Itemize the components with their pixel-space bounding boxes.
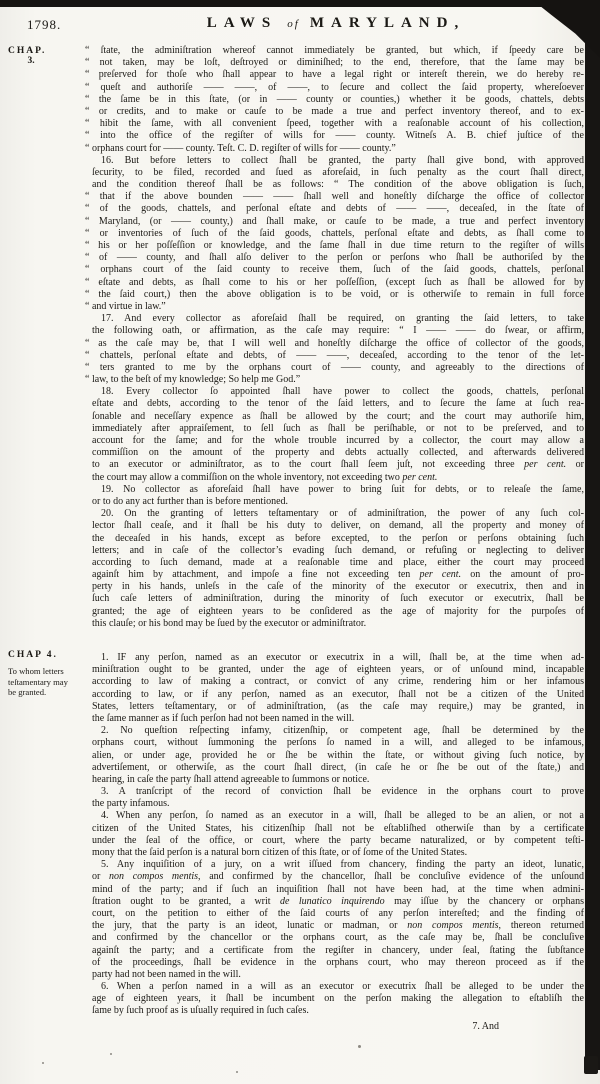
text-line: “ that if the above bounden —— —— ſhall well and honeſtly diſcharge the office of collector [85, 191, 584, 203]
text-line: ſtration ought to be granted, a writ de lunatico inquirendo may iſſue by the chancery or orphans [92, 895, 584, 907]
ink-speck [358, 1045, 361, 1048]
text-line: and the condition thereof ſhall be as follows: “ The condition of the above obligation is ſuch, [92, 179, 584, 191]
text-line: 20. On the granting of letters teſtamentary or of adminiſtration, the power of any ſuch col- [101, 508, 584, 520]
text-line: “ ſtate, the adminiſtration whereof cannot immediately be granted, but which, if ſpeedy care be [85, 45, 584, 56]
scan-edge-right [585, 0, 600, 1070]
text-line: “ of the goods, chattels, and perſonal eſtate and debts of —— ——, deceaſed, in the ſtate of [85, 203, 584, 215]
text-line: according to law of making a contract, or convict of any crime, rendering him or her infamous [92, 676, 584, 688]
text-line: “ as the caſe may be, that I will well and honeſtly diſcharge the office of collector of the goods, [85, 337, 584, 349]
section-17 [85, 313, 584, 386]
text-line: “ orphans court of the ſaid county to receive them, ſuch of the ſaid goods, chattels, perſonal [85, 264, 584, 276]
text-line: or non compos mentis, and confirmed by the chancellor, ſhall be concluſive evidence of the unſound [92, 871, 584, 883]
text-line: 4. When any perſon, ſo named as an executor in a will, ſhall be alleged to be an alien, or not a [101, 810, 584, 822]
text-line: againſt him by attachment, and impoſe a fine not exceeding ten per cent. on the amount of pro- [92, 569, 584, 581]
text-line: “ of —— county, and ſhall alſo deliver to the perſon or perſons who ſhall be authoriſed by the [85, 252, 584, 264]
text-line: 5. Any inquiſition of a jury, on a writ iſſued from chancery, finding the party an ideot, lunatic, [101, 859, 584, 871]
text-line: “ eſtate and debts, as ſhall come to his or her poſſeſſion, (except ſuch as ſhall be allowed for by [85, 276, 584, 288]
ink-speck [236, 1071, 238, 1073]
ink-speck [42, 1062, 44, 1064]
text-line: 1. IF any perſon, named as an executor or executrix in a will, ſhall be, at the time when ad- [101, 652, 584, 663]
catchword: 7. And [472, 1020, 499, 1032]
text-line: 6. When a perſon named in a will as an executor or executrix ſhall be alleged to be under the [101, 981, 584, 993]
text-line: alien, or under age, provided he or ſhe be within the ſtate, or without giving ſuch notice, by [92, 749, 584, 761]
text-line: under the ſeal of the office, or court, where the party became naturalized, or by competent teſti- [92, 834, 584, 846]
text-line: ſonable and neceſſary expence as ſhall be allowed by the court; and the court may authoriſe him, [92, 410, 584, 422]
margin-note-chap3 [8, 46, 88, 66]
chap4-note: To whom letters teſtamentary may be granted. [8, 666, 68, 697]
text-line: account for the ſame; and for the whole trouble incurred by a collector, the court may allow a [92, 435, 584, 446]
text-line: miniſtration ought to be granted, under the age of eighteen years, or of unſound mind, incapable [92, 664, 584, 676]
chap4-section-3 [92, 786, 584, 810]
text-line: citizen of the United States, his citizenſhip ſhall not be eſtabliſhed otherwiſe than by a certificate [92, 822, 584, 834]
text-line: the court may allow a commiſſion on the whole inventory, not exceeding two per cent. [92, 471, 438, 483]
text-line: lector ſhall ceaſe, and it ſhall be his duty to deliver, on demand, all the property and money of [92, 520, 584, 532]
text-line: 18. Every collector ſo appointed ſhall have power to collect the goods, chattels, perſonal [101, 386, 584, 398]
section-20 [92, 508, 584, 630]
text-line: age of eighteen years, it ſhall be incumbent on the perſon making the allegation to eſtabliſh the [92, 993, 584, 1005]
text-line: and confirmed by the chancellor or the orphans court, as the caſe may be, ſhall be concluſive [92, 932, 584, 944]
text-line: mony that the ſaid perſon is a natural born citizen of this ſtate, or of ſome of the United States. [92, 847, 468, 858]
text-column [85, 45, 584, 1033]
title-laws: LAWS [206, 15, 278, 31]
ink-speck [110, 1053, 112, 1055]
text-line: to an executor or adminiſtrator, as to the court ſhall ſeem juſt, not exceeding three per cent. or [92, 459, 584, 471]
scan-edge-top [0, 0, 600, 7]
chap4-section-1 [92, 652, 584, 725]
text-line: the deceaſed in his hands, except as before excepted, to the perſon or perſons obtaining ſuch [92, 532, 584, 544]
text-line: “ not taken, may be loſt, deſtroyed or diminiſhed; to the end, therefore, that the ſame may be [85, 57, 584, 69]
text-line: mind of the party; and if ſuch an inquiſition ſhall not have been had, at the time when admini- [92, 883, 584, 895]
text-line: ſame by ſuch proof as is uſually required in ſuch caſes. [92, 1005, 309, 1017]
chap4-section-4 [92, 810, 584, 859]
page-year: 1798. [27, 17, 62, 32]
title-of: of [287, 18, 300, 30]
text-line: hearing, in caſe the party ſhall attend agreeable to ſummons or notice. [92, 773, 370, 785]
chap3-number: 3. [27, 56, 35, 66]
text-line: 2. No queſtion reſpecting infamy, citizenſhip, or competent age, ſhall be determined by the [101, 725, 584, 737]
text-line: 3. A tranſcript of the record of conviction ſhall be evidence in the orphans court to prove [101, 786, 584, 798]
text-line: eſtate and debts, according to the tenor of the ſaid letters, and to ſecure the ſame at ſuch rea- [92, 398, 584, 410]
text-line: or to do any act further than is before mentioned. [92, 495, 289, 507]
text-line: party had not been named in the will. [92, 968, 241, 980]
text-line: “ and virtue in law.” [85, 300, 166, 312]
text-line: advertiſement, or otherwiſe, as the court ſhall direct, (in caſe he or ſhe be out of the ſtate,) and [92, 761, 584, 773]
text-line: “ preſerved for thoſe who ſhall appear to have a legal right or intereſt therein, we do hereby re- [85, 69, 584, 81]
chap4-section-5 [92, 859, 584, 981]
text-line: according to ſuch demand, made at a reaſonable time and place, either the court may proceed [92, 556, 584, 568]
text-line: perty in his hands, unleſs in the caſe of the minority of the executor or executrix, then and in [92, 581, 584, 593]
text-line: according to law, or if any perſon, named as an executor, ſhall not be a citizen of the United [92, 688, 584, 700]
text-line: the ſame manner as if ſuch perſon had not been named in the will. [92, 712, 355, 724]
section-18 [92, 386, 584, 484]
text-line: immediately after appraiſement, to ſell ſuch as ſhall be periſhable, or not to be preſerved, and to [92, 422, 584, 434]
scan-bottom-right-mark [584, 1056, 598, 1074]
chap3-label: CHAP. [8, 46, 47, 56]
text-line: “ chattels, perſonal eſtate and debts, of —— ——, deceaſed, according to the tenor of the let- [85, 349, 584, 361]
text-line: “ Maryland, (or —— county,) and ſhall make, or cauſe to be made, a true and perfect inventory [85, 215, 584, 227]
text-line: “ his or her poſſeſſion or knowledge, and the ſame ſhall in due time return to the regiſter of wills [85, 240, 584, 251]
title-maryland: MARYLAND, [309, 15, 466, 31]
text-line: the party infamous. [92, 798, 170, 810]
text-line: “ law, to the beſt of my knowledge; So help me God.” [85, 374, 301, 386]
page-title [92, 14, 580, 32]
text-line: “ queſt and authoriſe —— ——, of ——, to ſecure and collect the ſaid property, whereſoever [85, 81, 584, 93]
quoted-continuation [85, 45, 584, 155]
chap4-label: CHAP 4. [8, 650, 58, 660]
text-line: granted; the age of eighteen years to be conſidered as the age of majority for the purpoſes of [92, 605, 584, 617]
text-line: of the proceedings, ſhall be evidence in the orphans court, who may thereon proceed as if the [92, 956, 584, 968]
text-line: 19. No collector as aforeſaid ſhall have power to bring ſuit for debts, or to releaſe the ſame, [101, 483, 584, 495]
text-line: “ hibit the ſame, with all convenient ſpeed, together with a reaſonable account of his collection, [85, 118, 584, 130]
text-line: “ or inventories of ſuch of the ſaid goods, chattels, perſonal eſtate and debts, as ſhall come to [85, 227, 584, 239]
text-line: the following oath, or affirmation, as the caſe may require: “ I —— —— do ſwear, or affirm, [92, 325, 584, 337]
chap4-section-6 [92, 981, 584, 1018]
text-line: “ or credits, and to make or cauſe to be made a true and perfect inventory thereof, and to ex- [85, 105, 584, 117]
chap4-section-2 [92, 725, 584, 786]
text-line: this clauſe; or his bond may be ſued by the executor or adminiſtrator. [92, 617, 367, 629]
margin-note-chap4 [8, 650, 88, 698]
text-line: “ the ſame be in this ſtate, (or in —— county or counties,) whether it be goods, chattels, debts [85, 93, 584, 105]
text-line: “ into the office of the regiſter of wills for —— county. Witneſs A. B. chief juſtice of the [85, 130, 584, 142]
text-line: commiſſion on the amount of the property and debts actually collected, and afterwards delivered [92, 447, 584, 459]
text-line: ſuch caſe letters of adminiſtration, during the minority of ſuch executor or executrix, ſhall be [92, 593, 584, 605]
text-line: “ ters granted to me by the orphans court of —— county, and agreeably to the directions of [85, 361, 584, 373]
text-line: “ orphans court for —— county. Teſt. C. D. regiſter of wills for —— county.” [85, 142, 396, 154]
text-line: court, on the petition to either of the ſaid courts of any perſon intereſted; and the finding of [92, 907, 584, 919]
text-line: “ the ſaid court,) then the above obligation is to be void, or is otherwiſe to remain in full force [85, 288, 584, 300]
section-16 [85, 154, 584, 313]
text-line: States, letters teſtamentary, or of adminiſtration, (as the caſe may require,) may be granted, in [92, 700, 584, 712]
text-line: ſecurity, to be filed, recorded and ſued as aforeſaid, in ſuch penalty as the court ſhall direct, [92, 166, 584, 178]
text-line: 17. And every collector as aforeſaid ſhall be required, on granting the ſaid letters, to take [101, 313, 584, 325]
text-line: the jury, that the party is an ideot, lunatic or madman, or non compos mentis, thereon returned [92, 920, 584, 932]
section-19 [92, 484, 584, 508]
text-line: orphans court, without ſummoning the perſons ſo named in a will, and alleged to be infamous, [92, 737, 584, 749]
text-line: letters; and in caſe of the collector’s evading ſuch demand, or refuſing or neglecting to deliver [92, 544, 584, 556]
text-line: 16. But before letters to collect ſhall be granted, the party ſhall give bond, with approved [101, 154, 584, 166]
text-line: againſt the party; and a certificate from the regiſter in chancery, under ſeal, ſtating the ſubſtance [92, 944, 584, 956]
